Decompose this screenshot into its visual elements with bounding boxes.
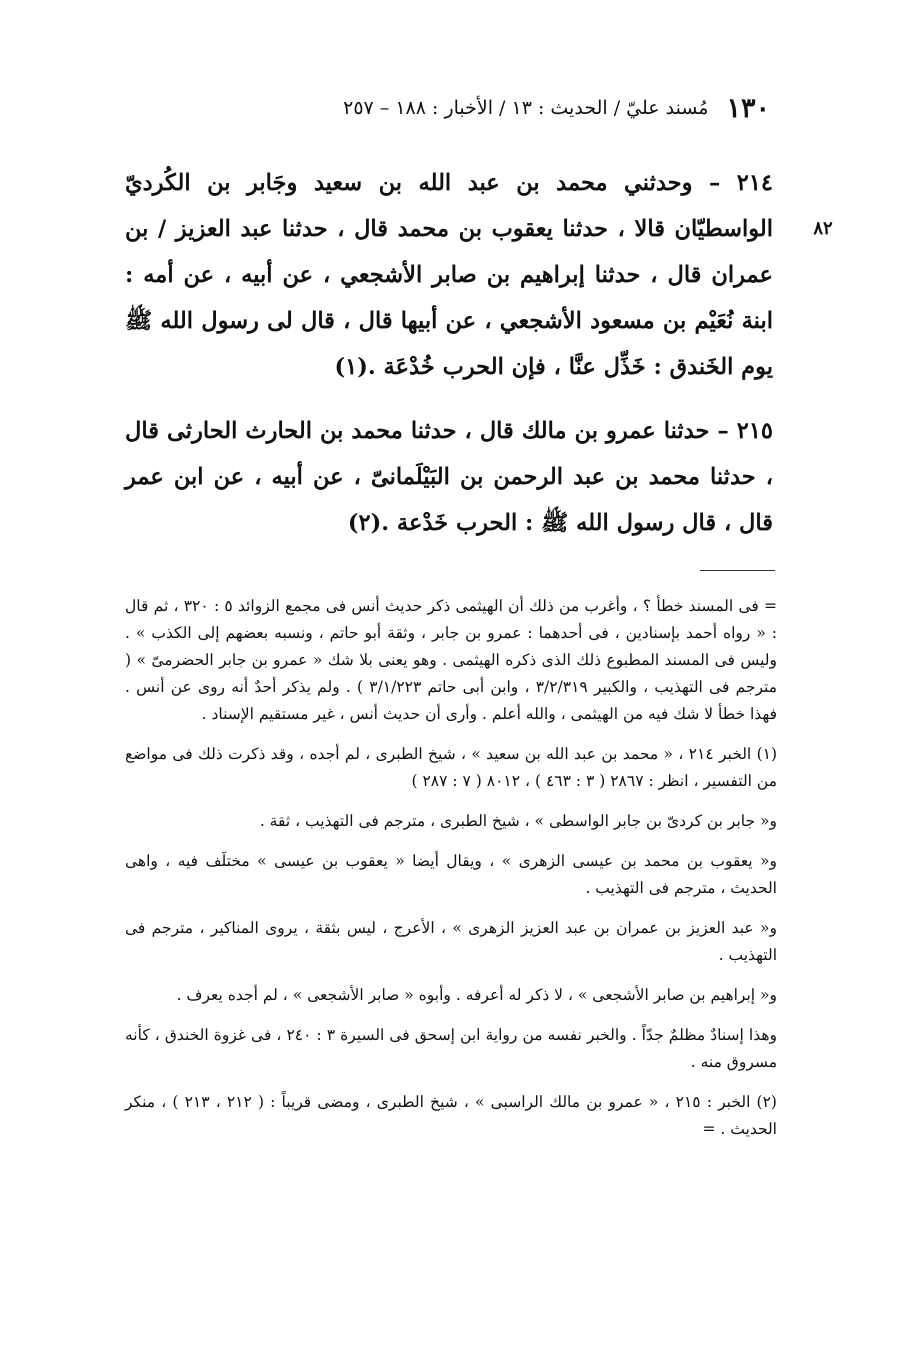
page-header	[250, 92, 770, 124]
page-number: ١٣٠	[726, 92, 770, 124]
main-text	[125, 160, 773, 564]
footnotes	[125, 593, 777, 1156]
hadith-214: ٢١٤ – وحدثني محمد بن عبد الله بن سعيد وجَابر بن الكُرديّ الواسطيّان قالا ، حدثنا يعقوب بن محمد قال ، حدثنا عبد العزيز / بن عمران قال ، حدثنا إبراهيم بن صابر الأشجعي ، عن أبيه ، عن أمه : ابنة نُعَيْم بن مسعود الأشجعي ، عن أبيها قال ، قال لى رسول الله ﷺ يوم الخَندق : خَذِّل عنَّا ، فإن الحرب خُدْعَة .(١)	[125, 170, 773, 380]
footnote-1: (١) الخبر ٢١٤ ، « محمد بن عبد الله بن سعيد » ، شيخ الطبرى ، لم أجده ، وقد ذكرت ذلك فى مواضع من التفسير ، انظر : ٢٨٦٧ ( ٣ : ٤٦٣ ) ، ٨٠١٢ ( ٧ : ٢٨٧ )	[125, 745, 778, 790]
footnote-1-isnad-note: وهذا إسنادٌ مظلمٌ جدّاً . والخبر نفسه من رواية ابن إسحق فى السيرة ٣ : ٢٤٠ ، فى غزوة الخندق ، كأنه مسروق منه .	[125, 1026, 777, 1071]
footnote-continuation: = فى المسند خطأ ؟ ، وأغرب من ذلك أن الهيثمى ذكر حديث أنس فى مجمع الزوائد ٥ : ٣٢٠ ، ثم قال : « رواه أحمد بإسنادين ، فى أحدهما : عمرو بن جابر ، وثقة أبو حاتم ، ونسبه بعضهم إلى الكذب » . وليس فى المسند المطبوع ذلك الذى ذكره الهيثمى . وهو يعنى بلا شك « عمرو بن جابر الحضرمىّ » ( مترجم فى التهذيب ، والكبير ٣/٢/٣١٩ ، وابن أبى حاتم ٣/١/٢٢٣ ) . ولم يذكر أحدٌ أنه روى عن أنس . فهذا خطأ لا شك فيه من الهيثمى ، والله أعلم . وأرى أن حديث أنس ، غير مستقيم الإسناد .	[125, 597, 778, 723]
footnote-1-jabir: و« جابر بن كردىّ بن جابر الواسطى » ، شيخ الطبرى ، مترجم فى التهذيب ، ثقة .	[259, 812, 777, 830]
margin-page-reference: ٨٢	[813, 218, 833, 239]
hadith-215: ٢١٥ – حدثنا عمرو بن مالك قال ، حدثنا محمد بن الحارث الحارثى قال ، حدثنا محمد بن عبد الرحمن بن البَيْلَمانىّ ، عن أبيه ، عن ابن عمر قال ، قال رسول الله ﷺ : الحرب خَدْعة .(٢)	[125, 418, 773, 536]
footnote-1-yaqub: و« يعقوب بن محمد بن عيسى الزهرى » ، ويقال أيضا « يعقوب بن عيسى » مختلَف فيه ، واهى الحديث ، مترجم فى التهذيب .	[125, 852, 777, 897]
footnote-1-ibrahim: و« إبراهيم بن صابر الأشجعى » ، لا ذكر له أعرفه . وأبوه « صابر الأشجعى » ، لم أجده يعرف .	[176, 986, 777, 1004]
footnote-divider	[700, 570, 775, 571]
footnote-2: (٢) الخبر : ٢١٥ ، « عمرو بن مالك الراسبى » ، شيخ الطبرى ، ومضى قريباً : ( ٢١٢ ، ٢١٣ ) ، منكر الحديث . =	[125, 1093, 777, 1138]
footnote-1-abdulaziz: و« عبد العزيز بن عمران بن عبد العزيز الزهرى » ، الأعرج ، ليس بثقة ، يروى المناكير ، مترجم فى التهذيب .	[125, 919, 777, 964]
running-head: مُسند عليّ / الحديث : ١٣ / الأخبار : ١٨٨ – ٢٥٧	[343, 97, 709, 119]
